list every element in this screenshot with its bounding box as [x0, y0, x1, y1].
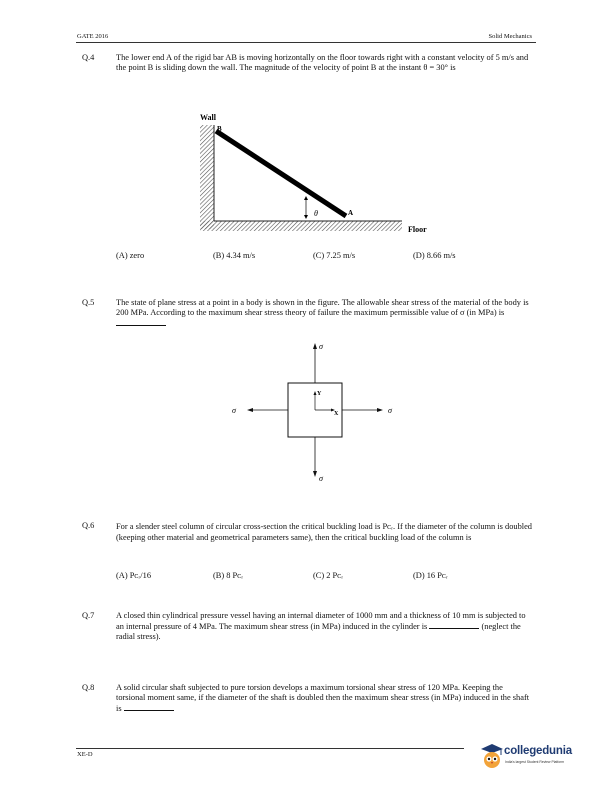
q4-figure — [190, 108, 440, 243]
q8-text: A solid circular shaft subjected to pure torsion develops a maximum torsional shear stress of 120 MPa. Keeping the torsional moment same, if the diameter of the shaft is doubled then the maximum shear stress (in MPa) induced in the shaft is — [116, 683, 530, 713]
logo-name: collegedunia — [504, 745, 572, 757]
q6-number: Q.6 — [82, 521, 95, 530]
q6-text: For a slender steel column of circular cross-section the critical buckling load is Pᴄᵣ. If the diameter of the column is doubled (keeping other material and geometrical parameters same), then the critical buckling load of the column is — [116, 522, 532, 542]
q7-answer-blank — [429, 621, 479, 629]
q5-number: Q.5 — [82, 298, 95, 307]
q5-text-block — [116, 298, 532, 329]
graduate-owl-icon — [480, 743, 504, 771]
y-axis-label: Y — [317, 391, 322, 397]
wall-hatch — [200, 125, 214, 229]
sigma-bottom-label: σ — [319, 474, 323, 483]
floor-label: Floor — [408, 225, 427, 234]
sigma-top-label: σ — [319, 342, 323, 351]
q6-option-d: (D) 16 Pᴄᵣ — [413, 571, 448, 580]
q6-option-a: (A) Pᴄᵣ/16 — [116, 571, 152, 580]
sigma-right-label: σ — [388, 406, 392, 415]
sigma-left-label: σ — [232, 406, 236, 415]
q4-option-c: (C) 7.25 m/s — [313, 251, 356, 260]
logo-tagline: India's largest Student Review Platform — [505, 760, 565, 764]
floor-hatch — [200, 221, 402, 231]
q4-text: The lower end A of the rigid bar AB is moving horizontally on the floor towards right with a constant velocity of 5 m/s and the point B is sliding down the wall. The magnitude of the velocity of point B at the instant θ = 30° is — [116, 53, 529, 72]
q5-answer-blank — [116, 318, 166, 326]
header-divider — [76, 42, 536, 43]
x-axis-label: X — [334, 411, 339, 417]
q7-text-end: (neglect the radial stress). — [116, 622, 521, 641]
q8-text-block — [116, 683, 532, 714]
header-exam: GATE 2016 — [77, 33, 109, 40]
q4-option-d: (D) 8.66 m/s — [413, 251, 456, 260]
footer-divider — [76, 748, 464, 749]
wall-label: Wall — [200, 113, 217, 122]
q8-number: Q.8 — [82, 683, 95, 692]
footer-code: XE-D — [77, 751, 93, 758]
angle-theta-label: θ — [314, 209, 318, 218]
q7-number: Q.7 — [82, 611, 95, 620]
q4-number: Q.4 — [82, 53, 95, 62]
q4-option-a: (A) zero — [116, 251, 145, 260]
header-subject: Solid Mechanics — [488, 33, 532, 40]
q7-text-block — [116, 611, 532, 642]
q5-text: The state of plane stress at a point in a body is shown in the figure. The allowable shear stress of the material of the body is 200 MPa. According to the maximum shear stress theory of failure the maximum permissible value of σ (in MPa) is — [116, 298, 529, 317]
q6-option-c: (C) 2 Pᴄᵣ — [313, 571, 344, 580]
q5-stress-figure — [220, 338, 420, 488]
q8-answer-blank — [124, 703, 174, 711]
q7-text: A closed thin cylindrical pressure vessel having an internal diameter of 1000 mm and a thickness of 10 mm is subjected to an internal pressure of 4 MPa. The maximum shear stress (in MPa) induced in the cylinder is — [116, 611, 526, 631]
q4-option-b: (B) 4.34 m/s — [213, 251, 256, 260]
collegedunia-logo[interactable] — [480, 743, 576, 775]
q6-option-b: (B) 8 Pᴄᵣ — [213, 571, 244, 580]
point-a-label: A — [348, 209, 354, 217]
rigid-bar-ab — [216, 131, 346, 216]
point-b-label: B — [217, 125, 222, 133]
